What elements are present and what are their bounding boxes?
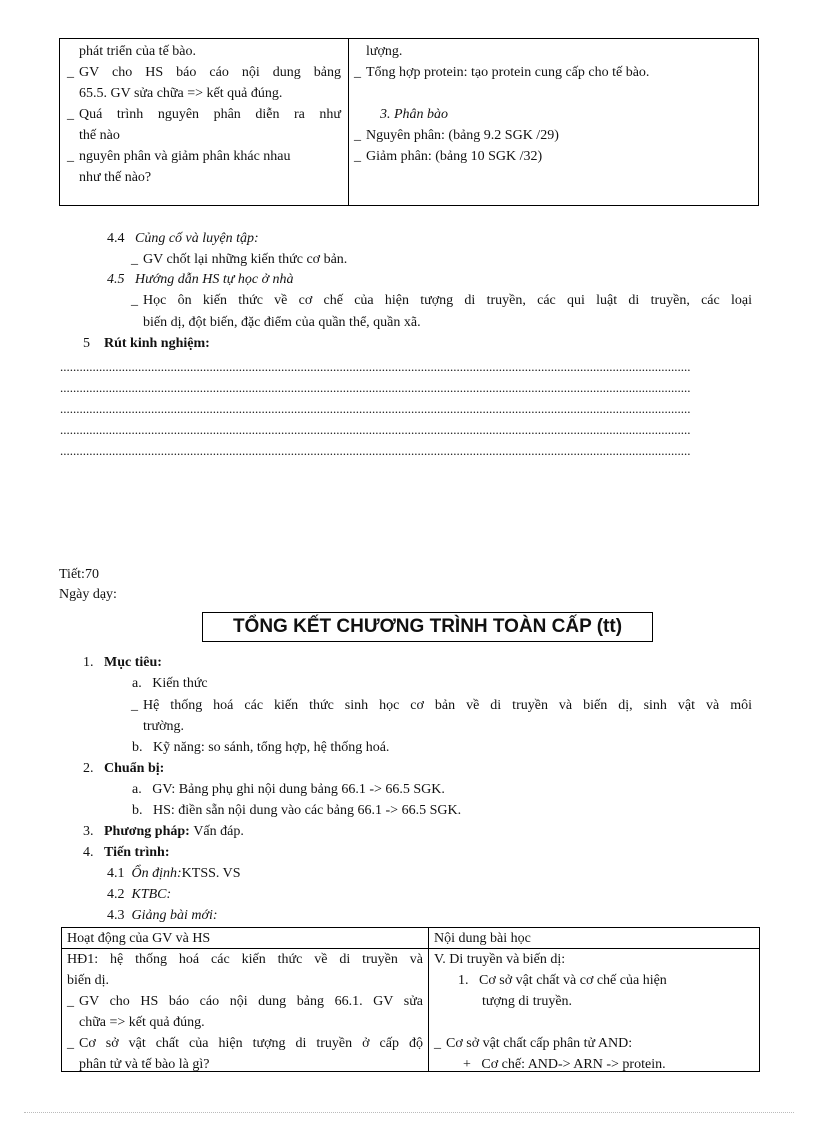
section-4-5-item-line-2: biến dị, đột biến, đặc điểm của quần thể, quần xã. xyxy=(143,315,421,330)
section-5-heading: 5 Rút kinh nghiệm: xyxy=(83,336,210,351)
lesson-table-bottom xyxy=(61,927,760,1072)
section-4-4-heading: 4.4 Củng cố và luyện tập: xyxy=(107,231,259,246)
part-1-a-item-line-1: _ Hệ thống hoá các kiến thức sinh học cơ bản về di truyền và biến dị, sinh vật và môi xyxy=(143,695,752,716)
section-4-2: 4.2 KTBC: xyxy=(107,887,172,902)
dash-bullet: _ xyxy=(434,1036,441,1051)
section-4-5-heading: 4.5 Hướng dẫn HS tự học ở nhà xyxy=(107,272,294,287)
dotted-line: .................................................................................................................................................................................................. xyxy=(60,380,691,395)
dash-bullet: _ xyxy=(67,994,74,1009)
part-2-heading: 2. Chuẩn bị: xyxy=(83,761,165,776)
table-cell-line: _ Giảm phân: (bảng 10 SGK /32) xyxy=(366,146,756,167)
part-1-heading: 1. Mục tiêu: xyxy=(83,655,162,670)
table-left-column xyxy=(67,41,341,188)
dash-bullet: _ xyxy=(354,128,361,143)
dash-bullet: _ xyxy=(67,149,74,164)
table-cell-line: _ Tổng hợp protein: tạo protein cung cấp cho tế bào. xyxy=(366,62,756,83)
table-cell-line: _ Quá trình nguyên phân diễn ra như xyxy=(79,104,341,125)
table-cell-line: phát triển của tế bào. xyxy=(79,44,197,59)
dash-bullet: _ xyxy=(67,107,74,122)
table-cell-line: thế nào xyxy=(79,128,120,143)
lesson-number: Tiết:70 xyxy=(59,567,99,582)
table-cell-line: tượng di truyền. xyxy=(482,994,573,1009)
section-4-5-item-line-1: _ Học ôn kiến thức về cơ chế của hiện tượng di truyền, các qui luật di truyền, các loại xyxy=(143,290,752,311)
table-cell-line: 65.5. GV sửa chữa => kết quả đúng. xyxy=(79,86,283,101)
table-cell-line: _ Cơ sở vật chất của hiện tượng di truyền ở cấp độ xyxy=(67,1033,423,1054)
section-4-4-item: _ GV chốt lại những kiến thức cơ bản. xyxy=(143,249,347,270)
table-left-column xyxy=(67,949,423,1075)
part-3-heading: 3. Phương pháp: Vấn đáp. xyxy=(83,824,244,839)
table-cell-line: biến dị. xyxy=(67,973,109,988)
table-cell-line: phân tử và tế bào là gì? xyxy=(79,1057,210,1072)
page-bottom-border xyxy=(24,1112,794,1113)
table-cell-line: _ nguyên phân và giảm phân khác nhau xyxy=(79,146,341,167)
dash-bullet: _ xyxy=(67,65,74,80)
table-divider xyxy=(348,39,349,205)
table-cell-line: _ GV cho HS báo cáo nội dung bảng xyxy=(79,62,341,83)
table-right-column xyxy=(354,41,756,167)
table-cell-line: + Cơ chế: AND-> ARN -> protein. xyxy=(463,1057,666,1072)
dash-bullet: _ xyxy=(354,149,361,164)
lesson-table-top xyxy=(59,38,759,206)
section-4-1: 4.1 Ổn định:KTSS. VS xyxy=(107,866,241,881)
table-cell-line: 1. Cơ sở vật chất và cơ chế của hiện xyxy=(458,973,667,988)
part-1-a-item-line-2: trường. xyxy=(143,719,185,734)
teaching-date: Ngày dạy: xyxy=(59,587,117,602)
part-4-heading: 4. Tiến trình: xyxy=(83,845,170,860)
dash-bullet: _ xyxy=(131,252,138,267)
dash-bullet: _ xyxy=(131,698,138,713)
dash-bullet: _ xyxy=(67,1036,74,1051)
part-2-a: a. GV: Bảng phụ ghi nội dung bảng 66.1 -> 66.5 SGK. xyxy=(132,782,445,797)
dash-bullet: _ xyxy=(131,293,138,308)
table-cell-line: như thế nào? xyxy=(79,170,152,185)
spacer xyxy=(434,1012,754,1033)
table-cell-line: chữa => kết quả đúng. xyxy=(79,1015,205,1030)
table-cell-line: _ GV cho HS báo cáo nội dung bảng 66.1. GV sửa xyxy=(67,991,423,1012)
dotted-line: .................................................................................................................................................................................................. xyxy=(60,443,691,458)
dotted-line: .................................................................................................................................................................................................. xyxy=(60,422,691,437)
section-4-3: 4.3 Giảng bài mới: xyxy=(107,908,218,923)
part-1-a: a. Kiến thức xyxy=(132,676,208,691)
dotted-line: .................................................................................................................................................................................................. xyxy=(60,359,691,374)
table-cell-line: V. Di truyền và biến dị: xyxy=(434,952,566,967)
spacer xyxy=(366,83,756,104)
table-header-content: Nội dung bài học xyxy=(434,931,531,946)
table-cell-line: _ Nguyên phân: (bảng 9.2 SGK /29) xyxy=(366,125,756,146)
part-2-b: b. HS: điền sẵn nội dung vào các bảng 66.1 -> 66.5 SGK. xyxy=(132,803,462,818)
table-cell-line: lượng. xyxy=(366,44,403,59)
table-cell-line: _ Cơ sở vật chất cấp phân tử AND: xyxy=(434,1033,754,1054)
page-title: TỔNG KẾT CHƯƠNG TRÌNH TOÀN CẤP (tt) xyxy=(202,612,653,642)
table-cell-heading: 3. Phân bào xyxy=(380,107,449,122)
table-header-activities: Hoạt động của GV và HS xyxy=(67,931,211,946)
part-1-b: b. Kỹ năng: so sánh, tổng hợp, hệ thống hoá. xyxy=(132,740,390,755)
dash-bullet: _ xyxy=(354,65,361,80)
table-right-column xyxy=(434,949,754,1075)
dotted-line: .................................................................................................................................................................................................. xyxy=(60,401,691,416)
table-divider xyxy=(428,928,429,1071)
table-cell-line: HĐ1: hệ thống hoá các kiến thức về di truyền và xyxy=(67,952,423,967)
